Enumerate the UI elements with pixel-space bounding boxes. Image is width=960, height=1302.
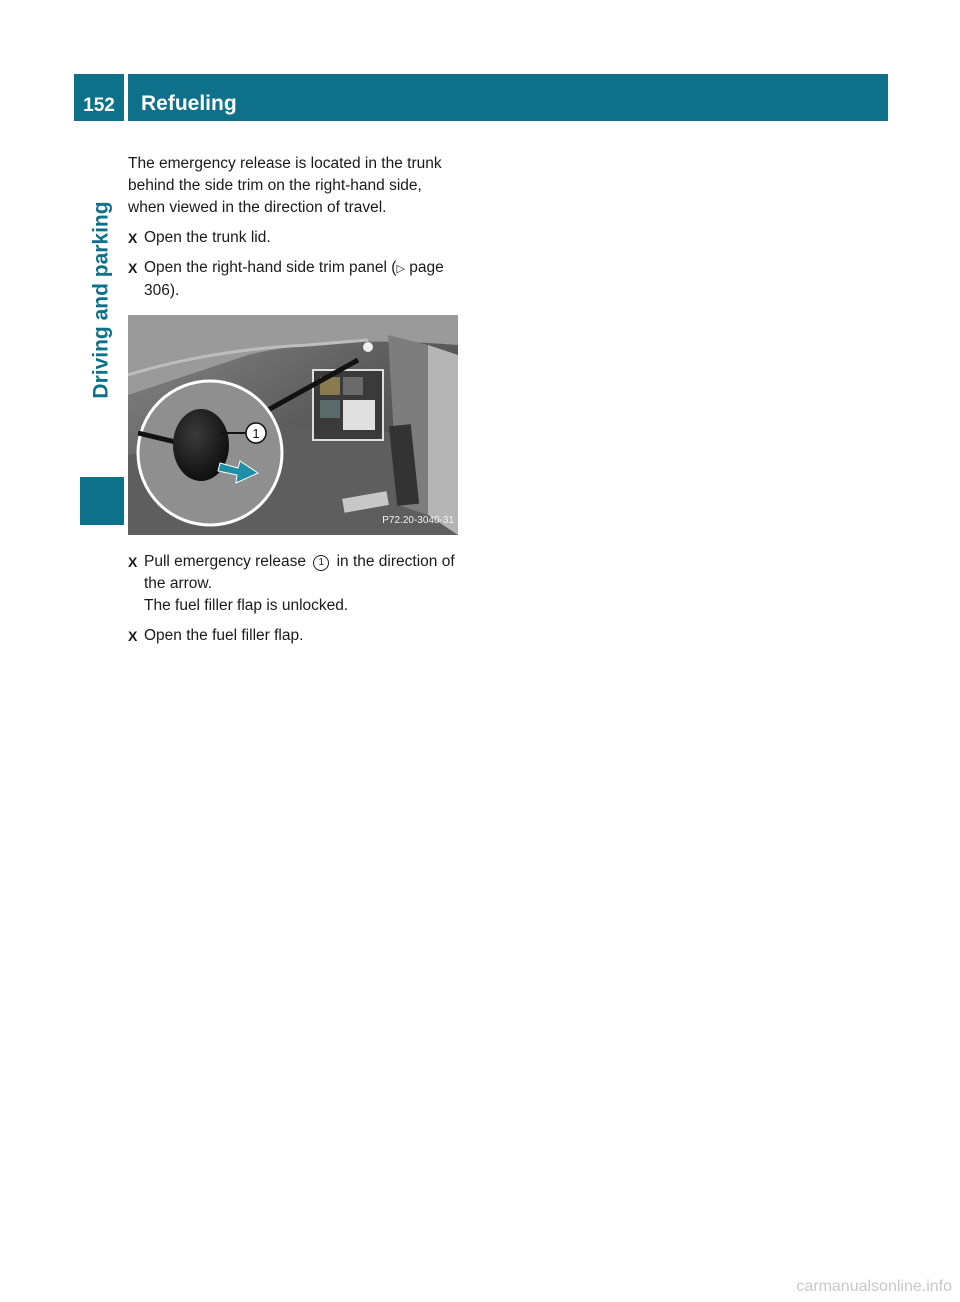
chapter-side-tab	[80, 122, 124, 477]
step-marker-icon: X	[128, 260, 138, 276]
step-marker-icon: X	[128, 230, 138, 246]
trunk-emergency-release-photo	[128, 315, 458, 535]
step-open-flap	[128, 625, 463, 647]
step-marker-icon: X	[128, 554, 138, 570]
step-text-after: in the direction of the arrow.	[144, 553, 455, 592]
section-title: Refueling	[128, 74, 888, 121]
page-number: 152	[74, 74, 124, 121]
step-pull-release	[128, 551, 463, 617]
step-open-trim-panel	[128, 257, 463, 302]
intro-paragraph: The emergency release is located in the trunk behind the side trim on the right-hand side, when viewed in the direction of travel.	[128, 155, 442, 216]
main-content	[128, 153, 463, 655]
callout-number: 1	[252, 426, 260, 441]
step-open-trunk	[128, 227, 463, 249]
step-text: Open the fuel filler flap.	[144, 627, 304, 644]
page-reference-link[interactable]: page 306).	[144, 259, 444, 299]
step-marker-icon: X	[128, 628, 138, 644]
step-result: The fuel filler flap is unlocked.	[144, 597, 349, 614]
page-reference-icon: ▷	[396, 263, 405, 275]
step-text-before: Open the right-hand side trim panel (	[144, 259, 397, 276]
trunk-illustration	[128, 315, 458, 535]
callout-ref-icon: 1	[313, 555, 329, 571]
step-text-before: Pull emergency release	[144, 553, 311, 570]
side-tab-block	[80, 477, 124, 525]
watermark: carmanualsonline.info	[796, 1278, 952, 1295]
figure-code: P72.20-3040-31	[382, 515, 454, 526]
chapter-label: Driving and parking	[90, 200, 114, 399]
step-text: Open the trunk lid.	[144, 229, 271, 246]
